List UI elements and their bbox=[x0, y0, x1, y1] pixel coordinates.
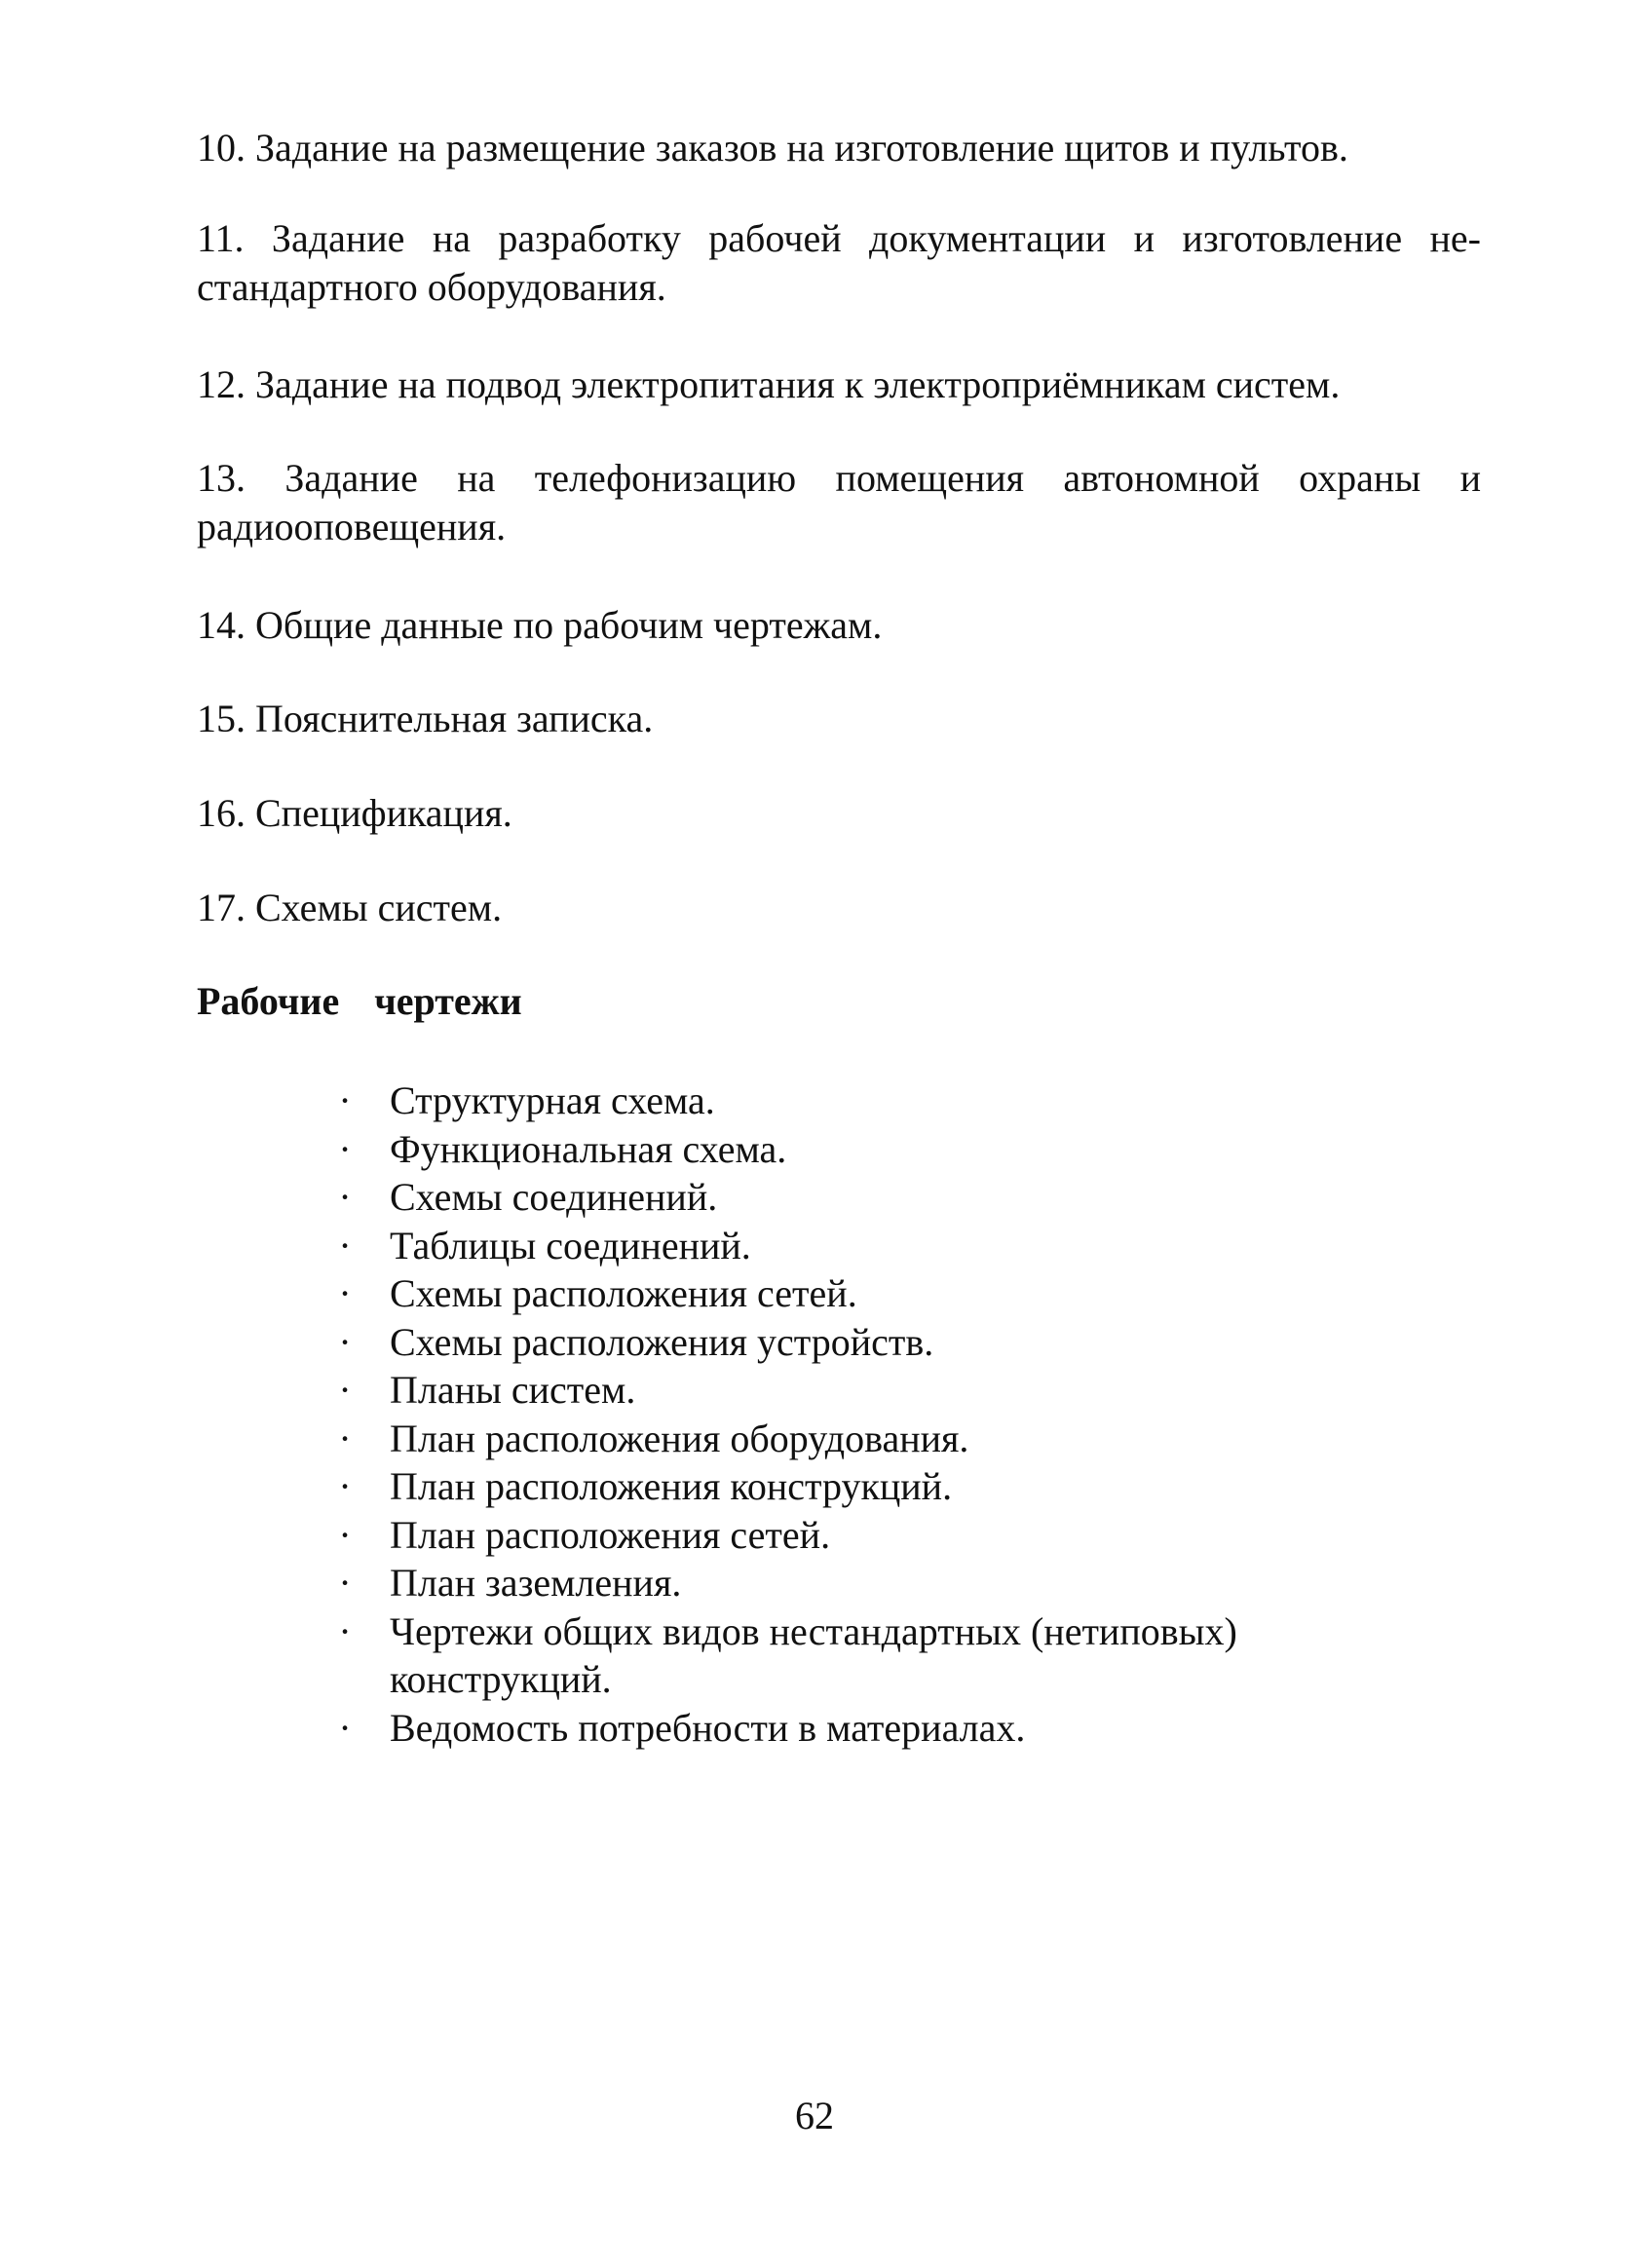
item-line: 11. Задание на разработку рабочей документации и изготовление не- bbox=[197, 216, 1481, 260]
list-item-11 bbox=[197, 214, 1481, 312]
bullet-text: конструкций. bbox=[390, 1657, 612, 1701]
item-line: 17. Схемы систем. bbox=[197, 886, 503, 929]
bullet-text: Чертежи общих видов нестандартных (нетиповых) bbox=[390, 1608, 1237, 1653]
list-item-13 bbox=[197, 454, 1481, 551]
bullet-icon: · bbox=[338, 1078, 352, 1122]
list-item-17 bbox=[197, 884, 1481, 932]
bullet-item bbox=[331, 1511, 1306, 1560]
bullet-item bbox=[331, 1222, 1306, 1270]
bullet-icon: · bbox=[338, 1223, 352, 1267]
bullet-text: Схемы соединений. bbox=[390, 1175, 718, 1219]
bullet-item bbox=[331, 1077, 1306, 1125]
bullet-item bbox=[331, 1559, 1306, 1607]
bullet-text: План заземления. bbox=[390, 1561, 682, 1605]
item-line: 13. Задание на телефонизацию помещения автономной охраны и bbox=[197, 456, 1481, 500]
bullet-icon: · bbox=[338, 1126, 352, 1171]
bullet-icon: · bbox=[338, 1175, 352, 1219]
bullet-text: План расположения оборудования. bbox=[390, 1416, 969, 1460]
bullet-list bbox=[331, 1077, 1306, 1752]
bullet-text: Планы систем. bbox=[390, 1368, 636, 1412]
list-item-15 bbox=[197, 695, 1481, 743]
bullet-icon: · bbox=[338, 1271, 352, 1315]
bullet-item bbox=[331, 1704, 1306, 1753]
bullet-text: План расположения конструкций. bbox=[390, 1464, 953, 1508]
page-number: 62 bbox=[795, 2094, 834, 2137]
bullet-item bbox=[331, 1318, 1306, 1367]
bullet-text: Функциональная схема. bbox=[390, 1126, 787, 1171]
bullet-item bbox=[331, 1366, 1306, 1415]
bullet-icon: · bbox=[338, 1561, 352, 1605]
bullet-icon: · bbox=[338, 1608, 352, 1653]
bullet-item bbox=[331, 1415, 1306, 1463]
bullet-text: Ведомость потребности в материалах. bbox=[390, 1705, 1026, 1750]
bullet-item bbox=[331, 1125, 1306, 1174]
bullet-icon: · bbox=[338, 1368, 352, 1412]
item-line: радиооповещения. bbox=[197, 505, 507, 548]
bullet-text: Схемы расположения сетей. bbox=[390, 1271, 857, 1315]
bullet-item bbox=[331, 1269, 1306, 1318]
item-line: 12. Задание на подвод электропитания к электроприёмникам систем. bbox=[197, 362, 1341, 406]
bullet-item bbox=[331, 1607, 1306, 1704]
item-line: стандартного оборудования. bbox=[197, 265, 666, 309]
item-line: 15. Пояснительная записка. bbox=[197, 697, 654, 740]
bullet-icon: · bbox=[338, 1705, 352, 1750]
item-line: 16. Спецификация. bbox=[197, 791, 512, 835]
bullet-icon: · bbox=[338, 1319, 352, 1364]
list-item-14 bbox=[197, 601, 1481, 650]
bullet-icon: · bbox=[338, 1464, 352, 1508]
bullet-text: Структурная схема. bbox=[390, 1078, 715, 1122]
bullet-text: Схемы расположения устройств. bbox=[390, 1319, 934, 1364]
bullet-item bbox=[331, 1173, 1306, 1222]
item-line: 10. Задание на размещение заказов на изготовление щитов и пультов. bbox=[197, 126, 1348, 170]
bullet-item bbox=[331, 1462, 1306, 1511]
list-item-10 bbox=[197, 124, 1481, 172]
list-item-12 bbox=[197, 360, 1481, 409]
bullet-icon: · bbox=[338, 1416, 352, 1460]
bullet-text: План расположения сетей. bbox=[390, 1512, 831, 1557]
bullet-icon: · bbox=[338, 1512, 352, 1557]
bullet-text: Таблицы соединений. bbox=[390, 1223, 751, 1267]
section-heading: Рабочие чертежи bbox=[197, 979, 522, 1023]
item-line: 14. Общие данные по рабочим чертежам. bbox=[197, 603, 883, 647]
list-item-16 bbox=[197, 789, 1481, 838]
